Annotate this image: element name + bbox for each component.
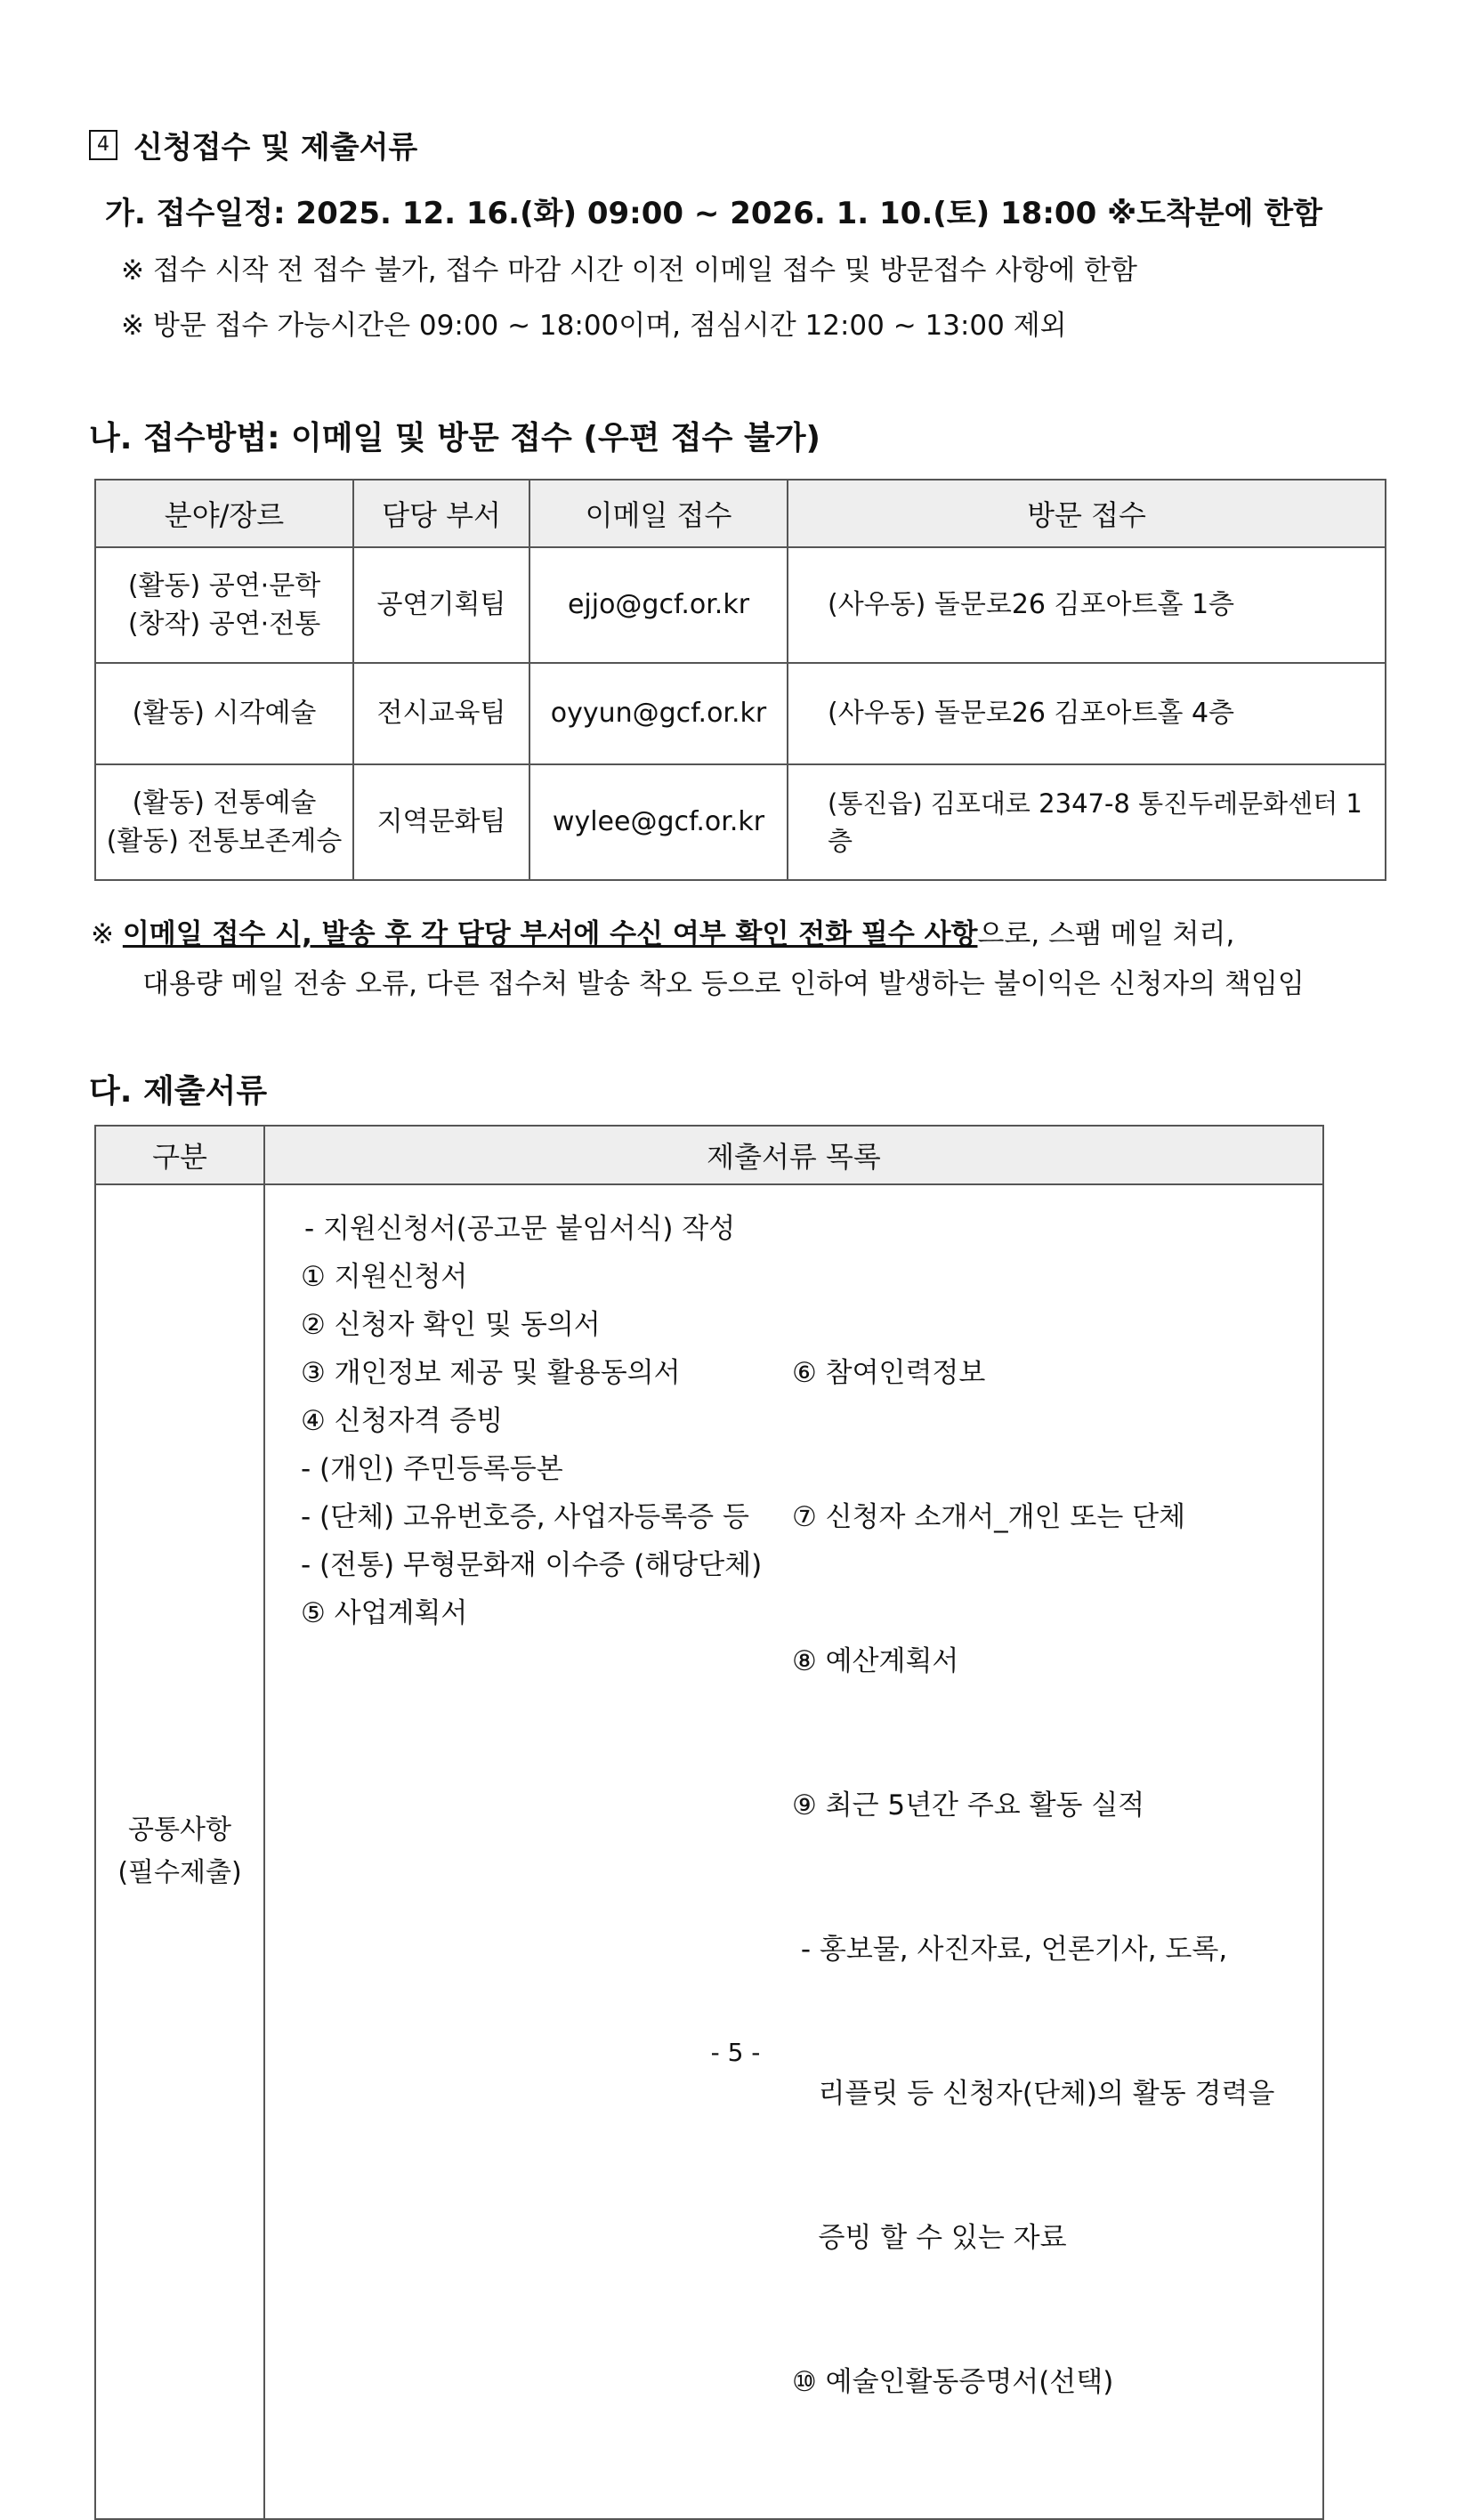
list-item: ④ 신청자격 증빙 (301, 1405, 504, 1437)
list-item: ⑥ 참여인력정보 (792, 1357, 986, 1389)
doc-list-right (792, 1253, 1274, 2502)
email-cell: wylee@gcf.or.kr (529, 764, 788, 880)
section-title-text: 신청접수 및 제출서류 (133, 130, 418, 166)
method-table-header (95, 480, 1386, 547)
method-table (94, 479, 1386, 881)
list-item: - (단체) 고유번호증, 사업자등록증 등 (301, 1501, 749, 1533)
field-line: (활동) 공연·문학 (127, 569, 321, 602)
category-line: (필수제출) (117, 1857, 242, 1888)
email-note-emphasis: 이메일 접수 시, 발송 후 각 담당 부서에 수신 여부 확인 전화 필수 사항 (122, 918, 978, 950)
list-item: ⑩ 예술인활동증명서(선택) (792, 2366, 1114, 2398)
dept-cell: 전시교육팀 (353, 663, 529, 764)
list-item: - 홍보물, 사진자료, 언론기사, 도록, (792, 1934, 1228, 1966)
section-number-box: 4 (89, 130, 117, 160)
table-row (95, 1184, 1323, 2519)
field-line: (활동) 전통보존계승 (106, 826, 343, 857)
field-cell (95, 547, 353, 663)
field-line: (창작) 공연·전통 (127, 609, 321, 640)
email-note-line-2: 대용량 메일 전송 오류, 다른 접수처 발송 착오 등으로 인하여 발생하는 불이익은 신청자의 책임임 (142, 968, 1305, 1000)
email-cell: ejjo@gcf.or.kr (529, 547, 788, 663)
schedule-note-2: ※ 방문 접수 가능시간은 09:00 ~ 18:00이며, 점심시간 12:00 ~ 13:00 제외 (121, 310, 1067, 342)
table-row (95, 764, 1386, 880)
doc-list-columns (301, 1253, 1322, 2502)
table-row (95, 663, 1386, 764)
category-cell (95, 1184, 264, 2519)
list-item: ⑧ 예산계획서 (792, 1645, 959, 1677)
email-note-line-1 (91, 911, 1234, 951)
list-item: ⑨ 최근 5년간 주요 활동 실적 (792, 1789, 1145, 1821)
doc-list-cell (264, 1184, 1323, 2519)
header-field: 분야/장르 (95, 480, 353, 547)
docs-title: 다. 제출서류 (89, 1073, 268, 1110)
list-item: - (전통) 무형문화재 이수증 (해당단체) (301, 1549, 763, 1581)
list-item: ⑤ 사업계획서 (301, 1597, 468, 1629)
category-line: 공통사항 (128, 1814, 231, 1846)
method-title: 나. 접수방법: 이메일 및 방문 접수 (우편 접수 불가) (89, 420, 820, 456)
dept-cell: 지역문화팀 (353, 764, 529, 880)
docs-table (94, 1125, 1324, 2520)
doc-list-left (301, 1253, 792, 2502)
field-cell: (활동) 시각예술 (95, 663, 353, 764)
dept-cell: 공연기획팀 (353, 547, 529, 663)
visit-cell: (사우동) 돌문로26 김포아트홀 4층 (788, 663, 1386, 764)
visit-cell: (사우동) 돌문로26 김포아트홀 1층 (788, 547, 1386, 663)
header-dept: 담당 부서 (353, 480, 529, 547)
visit-cell: (통진읍) 김포대로 2347-8 통진두레문화센터 1층 (788, 764, 1386, 880)
page-number: - 5 - (710, 2038, 761, 2067)
table-row (95, 547, 1386, 663)
header-visit: 방문 접수 (788, 480, 1386, 547)
list-item: ① 지원신청서 (301, 1261, 468, 1293)
header-email: 이메일 접수 (529, 480, 788, 547)
section-title (89, 123, 417, 166)
email-cell: oyyun@gcf.or.kr (529, 663, 788, 764)
schedule-line: 가. 접수일정: 2025. 12. 16.(화) 09:00 ~ 2026. 1. 10.(토) 18:00 ※도착분에 한함 (105, 196, 1323, 231)
email-note-rest: 으로, 스팸 메일 처리, (977, 918, 1235, 950)
field-cell (95, 764, 353, 880)
list-item: 증빙 할 수 있는 자료 (792, 2222, 1067, 2254)
list-item: 리플릿 등 신청자(단체)의 활동 경력을 (792, 2078, 1275, 2110)
header-doc-list: 제출서류 목록 (264, 1126, 1323, 1184)
field-line: (활동) 전통예술 (132, 787, 317, 819)
docs-table-header (95, 1126, 1323, 1184)
note-mark: ※ (91, 918, 114, 950)
schedule-note-1: ※ 접수 시작 전 접수 불가, 접수 마감 시간 이전 이메일 접수 및 방문접수 사항에 한함 (121, 254, 1137, 287)
list-item: ⑦ 신청자 소개서_개인 또는 단체 (792, 1501, 1186, 1533)
doc-list-intro: - 지원신청서(공고문 붙임서식) 작성 (304, 1213, 736, 1245)
list-item: ③ 개인정보 제공 및 활용동의서 (301, 1357, 681, 1389)
list-item: - (개인) 주민등록등본 (301, 1453, 563, 1485)
list-item: ② 신청자 확인 및 동의서 (301, 1309, 601, 1341)
header-category: 구분 (95, 1126, 264, 1184)
